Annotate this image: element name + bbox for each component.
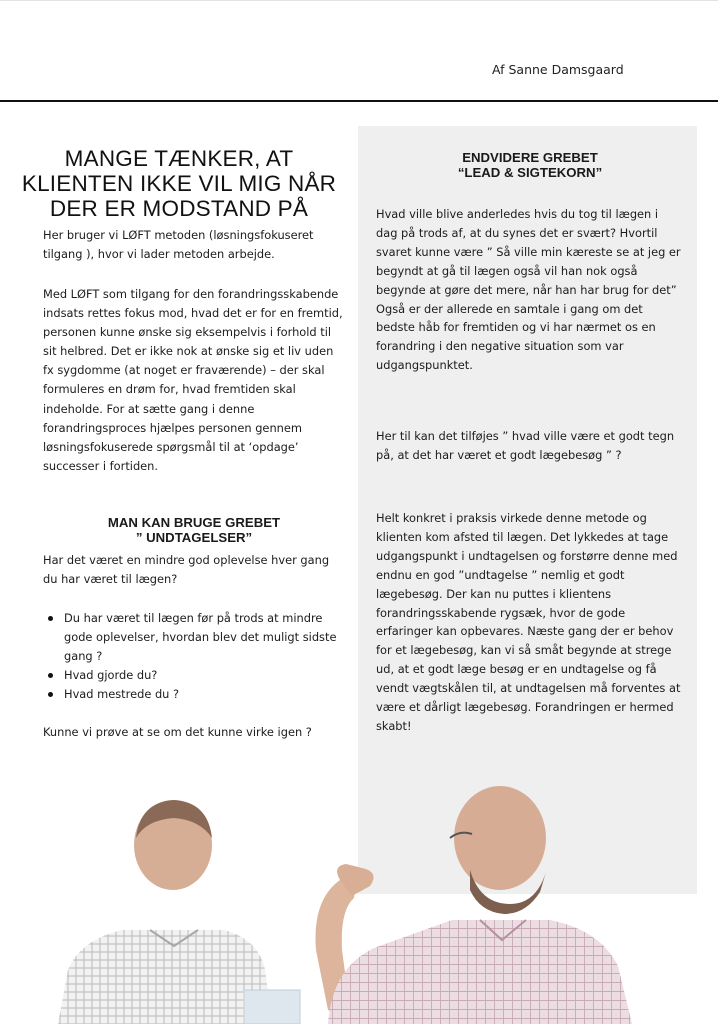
lead-sigtekorn-heading xyxy=(430,150,630,180)
undtagelser-heading-line1: MAN KAN BRUGE GREBET xyxy=(107,515,281,530)
left-man-figure xyxy=(58,800,300,1024)
article-title: MANGE TÆNKER, AT KLIENTEN IKKE VIL MIG NÅR DER ER MODSTAND PÅ xyxy=(21,146,337,221)
two-men-photo xyxy=(40,780,680,1024)
bullet-icon xyxy=(48,673,53,678)
undtagelser-heading-line2: ” UNDTAGELSER” xyxy=(135,530,253,545)
lead-paragraph-3: Helt konkret i praksis virkede denne metode og klienten kom afsted til lægen. Det lykkedes at tage udgangspunkt i undtagelsen og forstørre denne med endnu en god ”undtagelse ” nemlig et godt lægebesøg. Der kan nu puttes i klientens forandringsskabende rygsæk, hvor de gode erfaringer kan opbevares. Næste gang der er behov for et lægebesøg, kan vi så småt begynde at strege ud, at et godt læge besøg er en undtagelse og få vendt vægtskålen til, at undtagelsen må forventes at være et dårligt lægebesøg. Forandringen er hermed skabt! xyxy=(376,511,681,733)
list-item xyxy=(43,666,343,685)
bullet-icon xyxy=(48,616,53,621)
intro-paragraph: Her bruger vi LØFT metoden (løsningsfokuseret tilgang ), hvor vi lader metoden arbejde. xyxy=(43,228,314,262)
bullet-icon xyxy=(48,692,53,697)
header-divider xyxy=(0,100,718,102)
lead-paragraph-2: Her til kan det tilføjes ” hvad ville være et godt tegn på, at det har været et godt lægebesøg ” ? xyxy=(376,429,675,462)
question-list xyxy=(43,609,343,704)
question-paragraph: Har det været en mindre god oplevelse hver gang du har været til lægen? xyxy=(43,553,330,587)
undtagelser-heading xyxy=(60,515,328,545)
lead-paragraph-1: Hvad ville blive anderledes hvis du tog til lægen i dag på trods af, at du synes det er svært? Hvortil svaret kunne være ” Så ville min kæreste se at jeg er begyndt at gå til lægen også vil han nok også begynde at gøre det mere, når han har brug for det” Også er der allerede en samtale i gang om det bedste håb for fremtiden og vi har nærmet os en forandring i den negative situation som var udgangspunktet. xyxy=(376,207,681,373)
top-border xyxy=(0,0,718,1)
lead-heading-line1: ENDVIDERE GREBET xyxy=(462,150,598,165)
list-item-text: Du har været til lægen før på trods at mindre gode oplevelser, hvordan blev det muligt sidste gang ? xyxy=(64,611,337,664)
list-item-text: Hvad mestrede du ? xyxy=(64,687,180,702)
right-man-figure xyxy=(316,786,633,1024)
lead-heading-line2: “LEAD & SIGTEKORN” xyxy=(457,165,603,180)
list-item xyxy=(43,609,343,666)
closing-paragraph: Kunne vi prøve at se om det kunne virke igen ? xyxy=(43,725,312,739)
list-item-text: Hvad gjorde du? xyxy=(64,668,158,683)
author-byline: Af Sanne Damsgaard xyxy=(492,62,624,77)
loft-paragraph: Med LØFT som tilgang for den forandringsskabende indsats rettes fokus mod, hvad det er for en fremtid, personen kunne ønske sig eksempelvis i forhold til sit helbred. Det er ikke nok at ønske sig et liv uden fx sygdomme (at noget er fraværende) – der skal formuleres en drøm for, hvad fremtiden skal indeholde. For at sætte gang i denne forandringsproces hjælpes personen gennem løsningsfokuserede spørgsmål til at ‘opdage’ successer i fortiden. xyxy=(43,287,343,473)
list-item xyxy=(43,685,343,704)
